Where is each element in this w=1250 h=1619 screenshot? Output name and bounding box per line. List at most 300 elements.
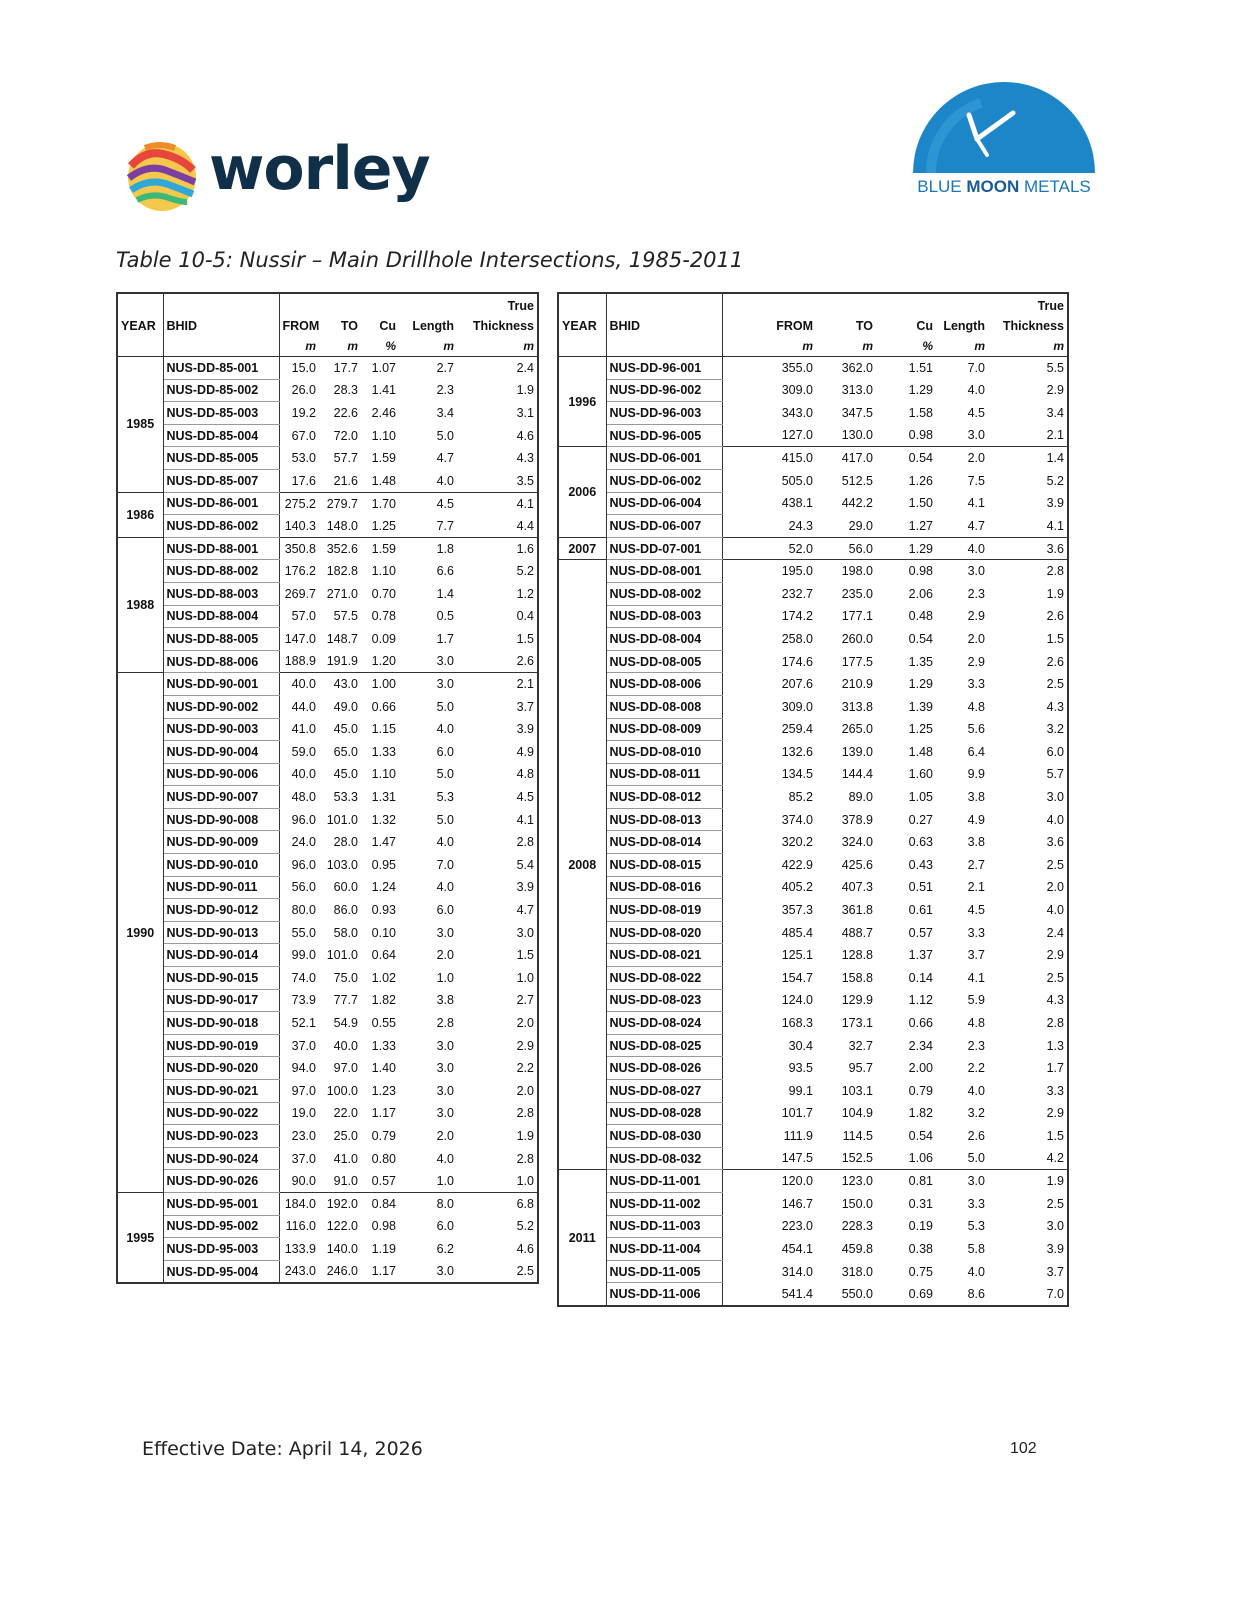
table-row — [117, 469, 538, 492]
from-cell: 422.9 — [781, 857, 813, 872]
cu-cell: 1.31 — [371, 790, 396, 805]
thickness-cell: 2.5 — [988, 967, 1068, 990]
cu-cell: 0.54 — [876, 447, 936, 470]
worley-wordmark: worley — [209, 134, 430, 204]
to-cell: 417.0 — [816, 447, 876, 470]
table-row — [558, 582, 1068, 605]
table-row — [117, 1102, 538, 1125]
cu-cell: 0.78 — [371, 609, 396, 624]
thickness-cell: 4.1 — [457, 492, 538, 515]
thickness-cell: 4.8 — [457, 763, 538, 786]
length-cell: 3.4 — [436, 405, 454, 420]
bhid-cell: NUS-DD-08-010 — [606, 741, 722, 764]
length-cell: 0.5 — [436, 609, 454, 624]
header-cell — [558, 293, 606, 316]
from-cell: 101.7 — [781, 1106, 813, 1121]
table-row — [117, 1260, 538, 1283]
length-cell: 2.7 — [399, 357, 457, 380]
thickness-cell: 5.4 — [457, 854, 538, 877]
from-cell: 415.0 — [722, 447, 816, 470]
length-cell: 4.7 — [967, 518, 985, 533]
table-row — [117, 695, 538, 718]
length-cell: 3.0 — [436, 925, 454, 940]
thickness-cell: 5.2 — [457, 560, 538, 583]
table-row — [558, 741, 1068, 764]
from-cell: 99.1 — [788, 1083, 813, 1098]
from-cell: 207.6 — [781, 677, 813, 692]
thickness-cell: 2.8 — [457, 1147, 538, 1170]
thickness-cell: 4.1 — [457, 808, 538, 831]
header-cell — [279, 293, 319, 316]
bhid-cell: NUS-DD-08-013 — [606, 808, 722, 831]
to-cell: 45.0 — [333, 722, 358, 737]
from-cell: 48.0 — [291, 790, 316, 805]
bhid-cell: NUS-DD-85-002 — [163, 379, 279, 402]
thickness-cell: 3.1 — [457, 402, 538, 425]
cu-cell: 1.40 — [371, 1061, 396, 1076]
header-to: TO — [340, 319, 358, 333]
to-cell: 246.0 — [326, 1264, 358, 1279]
table-row — [558, 831, 1068, 854]
length-cell: 2.2 — [967, 1061, 985, 1076]
length-cell: 4.9 — [967, 812, 985, 827]
length-cell: 3.8 — [436, 993, 454, 1008]
to-cell: 198.0 — [816, 560, 876, 583]
table-row — [117, 899, 538, 922]
table-row — [117, 808, 538, 831]
year-cell: 2006 — [558, 447, 606, 537]
thickness-cell: 2.9 — [988, 944, 1068, 967]
unit-cu: % — [876, 336, 936, 357]
cu-cell: 0.75 — [908, 1264, 933, 1279]
header-cell — [606, 293, 722, 316]
table-row — [558, 402, 1068, 425]
header-cell — [163, 293, 279, 316]
table-row — [117, 582, 538, 605]
length-cell: 8.0 — [399, 1192, 457, 1215]
table-row — [558, 854, 1068, 877]
length-cell: 6.0 — [436, 744, 454, 759]
thickness-cell: 4.6 — [457, 1238, 538, 1261]
drillhole-table-left — [116, 292, 539, 1284]
thickness-cell: 2.6 — [457, 650, 538, 673]
bhid-cell: NUS-DD-90-002 — [163, 695, 279, 718]
thickness-cell: 4.6 — [457, 424, 538, 447]
from-cell: 37.0 — [291, 1038, 316, 1053]
cu-cell: 1.06 — [908, 1151, 933, 1166]
to-cell: 130.0 — [841, 428, 873, 443]
thickness-cell: 5.2 — [457, 1215, 538, 1238]
cu-cell: 0.19 — [908, 1219, 933, 1234]
bhid-cell: NUS-DD-08-006 — [606, 673, 722, 696]
bhid-cell: NUS-DD-08-025 — [606, 1034, 722, 1057]
length-cell: 5.3 — [436, 790, 454, 805]
cu-cell: 1.17 — [371, 1106, 396, 1121]
from-cell: 174.2 — [781, 609, 813, 624]
length-cell: 2.8 — [436, 1016, 454, 1031]
worley-globe-icon — [125, 140, 199, 214]
bhid-cell: NUS-DD-90-019 — [163, 1034, 279, 1057]
table-row — [117, 492, 538, 515]
thickness-cell: 4.5 — [457, 786, 538, 809]
cu-cell: 1.29 — [908, 383, 933, 398]
length-cell: 4.0 — [967, 383, 985, 398]
cu-cell: 1.19 — [371, 1241, 396, 1256]
cu-cell: 1.25 — [908, 722, 933, 737]
length-cell: 5.6 — [967, 722, 985, 737]
thickness-cell: 2.1 — [988, 424, 1068, 447]
to-cell: 177.5 — [841, 654, 873, 669]
length-cell: 4.0 — [436, 1151, 454, 1166]
table-row — [117, 560, 538, 583]
length-cell: 3.8 — [967, 835, 985, 850]
from-cell: 67.0 — [291, 428, 316, 443]
from-cell: 93.5 — [788, 1061, 813, 1076]
cu-cell: 1.48 — [371, 473, 396, 488]
to-cell: 77.7 — [333, 993, 358, 1008]
thickness-cell: 5.5 — [988, 357, 1068, 380]
table-row — [558, 989, 1068, 1012]
moon-clock-icon — [911, 77, 1097, 173]
to-cell: 89.0 — [848, 790, 873, 805]
cu-cell: 1.70 — [361, 492, 399, 515]
from-cell: 17.6 — [291, 473, 316, 488]
to-cell: 129.9 — [841, 993, 873, 1008]
length-cell: 3.0 — [436, 1061, 454, 1076]
bhid-cell: NUS-DD-90-024 — [163, 1147, 279, 1170]
bhid-cell: NUS-DD-08-005 — [606, 650, 722, 673]
table-body — [558, 357, 1068, 1306]
cu-cell: 0.80 — [371, 1151, 396, 1166]
from-cell: 357.3 — [781, 903, 813, 918]
bhid-cell: NUS-DD-90-012 — [163, 899, 279, 922]
length-cell: 5.0 — [436, 428, 454, 443]
from-cell: 132.6 — [781, 744, 813, 759]
length-cell: 4.8 — [967, 1016, 985, 1031]
to-cell: 54.9 — [333, 1016, 358, 1031]
thickness-cell: 1.6 — [457, 537, 538, 560]
table-row — [558, 808, 1068, 831]
header-cell — [117, 336, 163, 357]
length-cell: 6.0 — [436, 1219, 454, 1234]
from-cell: 52.0 — [722, 537, 816, 560]
to-cell: 407.3 — [841, 880, 873, 895]
bhid-cell: NUS-DD-95-003 — [163, 1238, 279, 1261]
cu-cell: 1.26 — [908, 473, 933, 488]
length-cell: 4.5 — [967, 405, 985, 420]
thickness-cell: 2.8 — [988, 1012, 1068, 1035]
from-cell: 120.0 — [722, 1170, 816, 1193]
length-cell: 3.0 — [936, 560, 988, 583]
thickness-cell: 2.9 — [457, 1034, 538, 1057]
from-cell: 184.0 — [279, 1192, 319, 1215]
length-cell: 2.0 — [436, 1128, 454, 1143]
to-cell: 25.0 — [333, 1128, 358, 1143]
length-cell: 4.8 — [967, 699, 985, 714]
to-cell: 43.0 — [319, 673, 361, 696]
bhid-cell: NUS-DD-08-003 — [606, 605, 722, 628]
table-caption: Table 10-5: Nussir – Main Drillhole Intersections, 1985-2011 — [116, 248, 744, 272]
cu-cell: 0.31 — [908, 1196, 933, 1211]
from-cell: 26.0 — [291, 383, 316, 398]
table-row — [558, 1147, 1068, 1170]
length-cell: 5.0 — [436, 767, 454, 782]
bhid-cell: NUS-DD-08-002 — [606, 582, 722, 605]
to-cell: 148.0 — [326, 518, 358, 533]
table-body — [117, 357, 538, 1284]
header-year: YEAR — [558, 316, 606, 336]
length-cell: 2.3 — [436, 383, 454, 398]
thickness-cell: 1.5 — [457, 944, 538, 967]
length-cell: 3.0 — [436, 1038, 454, 1053]
from-cell: 111.9 — [783, 1128, 813, 1143]
to-cell: 324.0 — [841, 835, 873, 850]
to-cell: 17.7 — [319, 357, 361, 380]
table-row — [558, 673, 1068, 696]
to-cell: 182.8 — [326, 564, 358, 579]
bhid-cell: NUS-DD-96-005 — [606, 424, 722, 447]
to-cell: 512.5 — [841, 473, 873, 488]
thickness-cell: 4.9 — [457, 741, 538, 764]
to-cell: 191.9 — [326, 654, 358, 669]
bhid-cell: NUS-DD-85-001 — [163, 357, 279, 380]
length-cell: 6.4 — [967, 744, 985, 759]
bhid-cell: NUS-DD-08-027 — [606, 1080, 722, 1103]
bhid-cell: NUS-DD-90-004 — [163, 741, 279, 764]
table-row — [117, 989, 538, 1012]
header-bhid: BHID — [606, 316, 722, 336]
thickness-cell: 1.5 — [988, 628, 1068, 651]
length-cell: 6.6 — [436, 564, 454, 579]
table-row — [558, 899, 1068, 922]
from-cell: 127.0 — [781, 428, 813, 443]
table-row — [558, 447, 1068, 470]
from-cell: 85.2 — [788, 790, 813, 805]
table-row — [117, 718, 538, 741]
from-cell: 73.9 — [291, 993, 316, 1008]
header-cell — [876, 293, 936, 316]
to-cell: 21.6 — [333, 473, 358, 488]
thickness-cell: 2.0 — [457, 1080, 538, 1103]
length-cell: 5.0 — [436, 699, 454, 714]
thickness-cell: 2.5 — [988, 1192, 1068, 1215]
length-cell: 7.0 — [436, 857, 454, 872]
year-cell: 1988 — [117, 537, 163, 673]
cu-cell: 1.10 — [371, 767, 396, 782]
table-row — [558, 1102, 1068, 1125]
to-cell: 139.0 — [841, 744, 873, 759]
from-cell: 355.0 — [722, 357, 816, 380]
cu-cell: 2.34 — [908, 1038, 933, 1053]
length-cell: 3.0 — [399, 673, 457, 696]
thickness-cell: 2.5 — [988, 673, 1068, 696]
length-cell: 4.0 — [436, 473, 454, 488]
table-row — [117, 1125, 538, 1148]
to-cell: 352.6 — [319, 537, 361, 560]
to-cell: 101.0 — [326, 812, 358, 827]
to-cell: 114.5 — [842, 1128, 873, 1143]
cu-cell: 0.98 — [371, 1219, 396, 1234]
thickness-cell: 4.3 — [988, 989, 1068, 1012]
length-cell: 4.0 — [967, 1083, 985, 1098]
worley-logo — [125, 134, 435, 218]
drillhole-table-right — [557, 292, 1069, 1307]
table-row — [117, 1238, 538, 1261]
length-cell: 3.3 — [967, 1196, 985, 1211]
table-row — [117, 876, 538, 899]
year-cell: 1985 — [117, 357, 163, 493]
from-cell: 96.0 — [291, 857, 316, 872]
cu-cell: 2.06 — [908, 586, 933, 601]
to-cell: 362.0 — [816, 357, 876, 380]
bhid-cell: NUS-DD-08-011 — [606, 763, 722, 786]
to-cell: 177.1 — [841, 609, 873, 624]
cu-cell: 1.50 — [908, 496, 933, 511]
header-true: True — [1037, 299, 1064, 313]
unit-thickness: m — [988, 336, 1068, 357]
to-cell: 95.7 — [848, 1061, 873, 1076]
length-cell: 5.8 — [967, 1241, 985, 1256]
from-cell: 15.0 — [279, 357, 319, 380]
from-cell: 146.7 — [781, 1196, 813, 1211]
table-row — [558, 1260, 1068, 1283]
bhid-cell: NUS-DD-08-022 — [606, 967, 722, 990]
to-cell: 488.7 — [841, 925, 873, 940]
table-row — [117, 831, 538, 854]
table-row — [117, 786, 538, 809]
from-cell: 243.0 — [284, 1264, 316, 1279]
cu-cell: 1.17 — [371, 1264, 396, 1279]
table-row — [558, 1192, 1068, 1215]
bhid-cell: NUS-DD-88-001 — [163, 537, 279, 560]
to-cell: 347.5 — [841, 405, 873, 420]
bhid-cell: NUS-DD-90-015 — [163, 967, 279, 990]
table-row — [117, 1080, 538, 1103]
from-cell: 80.0 — [291, 903, 316, 918]
from-cell: 309.0 — [781, 383, 813, 398]
table-row — [117, 447, 538, 470]
length-cell: 6.0 — [436, 903, 454, 918]
table-row — [558, 537, 1068, 560]
header-cell — [399, 293, 457, 316]
length-cell: 3.2 — [967, 1106, 985, 1121]
to-cell: 91.0 — [333, 1173, 358, 1188]
thickness-cell: 1.0 — [457, 1170, 538, 1193]
table-row — [117, 1147, 538, 1170]
from-cell: 74.0 — [291, 970, 316, 985]
unit-length: m — [399, 336, 457, 357]
bhid-cell: NUS-DD-90-023 — [163, 1125, 279, 1148]
length-cell: 1.7 — [436, 631, 454, 646]
thickness-cell: 2.0 — [457, 1012, 538, 1035]
year-cell: 1986 — [117, 492, 163, 537]
table-row — [117, 944, 538, 967]
thickness-cell: 3.0 — [988, 786, 1068, 809]
table-row — [558, 1057, 1068, 1080]
length-cell: 5.0 — [967, 1151, 985, 1166]
table-row — [558, 1170, 1068, 1193]
bhid-cell: NUS-DD-08-019 — [606, 899, 722, 922]
to-cell: 45.0 — [333, 767, 358, 782]
to-cell: 459.8 — [841, 1241, 873, 1256]
from-cell: 24.3 — [788, 518, 813, 533]
thickness-cell: 3.7 — [457, 695, 538, 718]
from-cell: 147.0 — [284, 631, 316, 646]
table-row — [117, 1034, 538, 1057]
from-cell: 438.1 — [781, 496, 813, 511]
thickness-cell: 2.6 — [988, 650, 1068, 673]
cu-cell: 0.93 — [371, 903, 396, 918]
bhid-cell: NUS-DD-90-007 — [163, 786, 279, 809]
header-cell — [936, 293, 988, 316]
to-cell: 28.3 — [333, 383, 358, 398]
table-row — [558, 1034, 1068, 1057]
header-cell — [816, 293, 876, 316]
length-cell: 4.7 — [436, 451, 454, 466]
to-cell: 442.2 — [841, 496, 873, 511]
from-cell: 343.0 — [781, 405, 813, 420]
length-cell: 2.3 — [967, 1038, 985, 1053]
cu-cell: 0.48 — [908, 609, 933, 624]
from-cell: 309.0 — [781, 699, 813, 714]
thickness-cell: 1.9 — [457, 379, 538, 402]
year-cell: 1996 — [558, 357, 606, 447]
header-cell — [722, 293, 816, 316]
to-cell: 97.0 — [333, 1061, 358, 1076]
length-cell: 4.5 — [967, 903, 985, 918]
table-row — [117, 967, 538, 990]
bhid-cell: NUS-DD-85-005 — [163, 447, 279, 470]
table-row — [117, 402, 538, 425]
table-row — [117, 628, 538, 651]
table-row — [558, 1215, 1068, 1238]
from-cell: 99.0 — [291, 948, 316, 963]
bhid-cell: NUS-DD-90-021 — [163, 1080, 279, 1103]
length-cell: 2.6 — [967, 1128, 985, 1143]
from-cell: 154.7 — [781, 970, 813, 985]
length-cell: 3.0 — [436, 1083, 454, 1098]
length-cell: 3.3 — [967, 925, 985, 940]
cu-cell: 1.10 — [371, 564, 396, 579]
to-cell: 49.0 — [333, 699, 358, 714]
from-cell: 40.0 — [291, 767, 316, 782]
thickness-cell: 3.7 — [988, 1260, 1068, 1283]
thickness-cell: 2.2 — [457, 1057, 538, 1080]
from-cell: 55.0 — [291, 925, 316, 940]
cu-cell: 0.09 — [371, 631, 396, 646]
cu-cell: 1.24 — [371, 880, 396, 895]
length-cell: 2.1 — [967, 880, 985, 895]
header-to: TO — [855, 319, 873, 333]
to-cell: 32.7 — [848, 1038, 873, 1053]
cu-cell: 1.51 — [876, 357, 936, 380]
header-bhid: BHID — [163, 316, 279, 336]
cu-cell: 1.48 — [908, 744, 933, 759]
to-cell: 425.6 — [841, 857, 873, 872]
to-cell: 260.0 — [841, 631, 873, 646]
table-row — [558, 967, 1068, 990]
table-row — [558, 1283, 1068, 1306]
cu-cell: 1.23 — [371, 1083, 396, 1098]
unit-thickness: m — [457, 336, 538, 357]
to-cell: 41.0 — [333, 1151, 358, 1166]
from-cell: 96.0 — [291, 812, 316, 827]
length-cell: 3.0 — [436, 1264, 454, 1279]
cu-cell: 1.60 — [908, 767, 933, 782]
thickness-cell: 2.4 — [988, 921, 1068, 944]
thickness-cell: 0.4 — [457, 605, 538, 628]
to-cell: 40.0 — [333, 1038, 358, 1053]
